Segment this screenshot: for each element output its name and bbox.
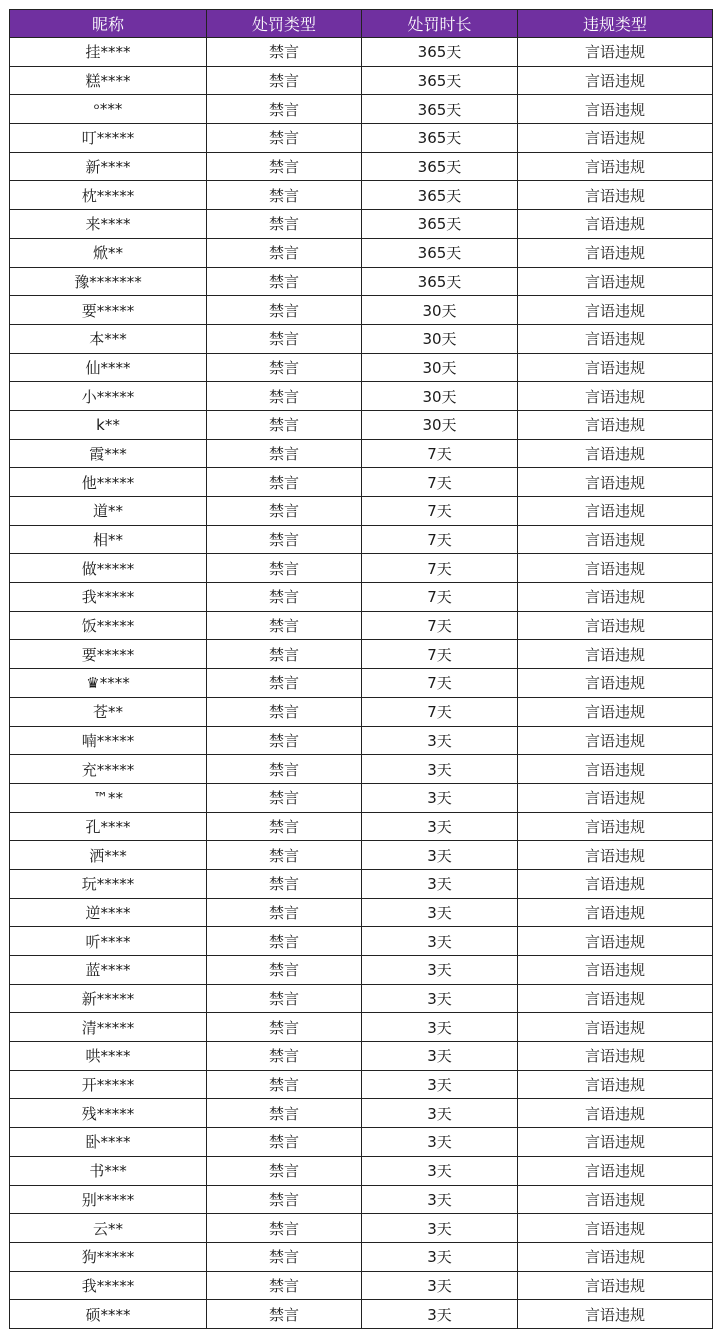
- cell-violation-type: 言语违规: [518, 611, 713, 640]
- cell-nickname: 新*****: [10, 984, 207, 1013]
- table-row: [10, 382, 713, 411]
- cell-nickname: ™**: [10, 783, 207, 812]
- cell-penalty-duration: 3天: [362, 1070, 518, 1099]
- cell-penalty-type: 禁言: [207, 1214, 362, 1243]
- cell-penalty-type: 禁言: [207, 296, 362, 325]
- table-row: [10, 1300, 713, 1329]
- cell-penalty-duration: 7天: [362, 697, 518, 726]
- cell-nickname: ♛****: [10, 669, 207, 698]
- column-header-violation-type: 违规类型: [518, 10, 713, 38]
- cell-penalty-type: 禁言: [207, 669, 362, 698]
- table-row: [10, 583, 713, 612]
- table-row: [10, 927, 713, 956]
- cell-violation-type: 言语违规: [518, 927, 713, 956]
- cell-nickname: 新****: [10, 152, 207, 181]
- cell-penalty-duration: 3天: [362, 1214, 518, 1243]
- cell-penalty-type: 禁言: [207, 324, 362, 353]
- table-row: [10, 152, 713, 181]
- table-row: [10, 956, 713, 985]
- cell-violation-type: 言语违规: [518, 755, 713, 784]
- table-row: [10, 124, 713, 153]
- cell-penalty-type: 禁言: [207, 956, 362, 985]
- cell-penalty-type: 禁言: [207, 1156, 362, 1185]
- cell-nickname: 做*****: [10, 554, 207, 583]
- cell-penalty-duration: 3天: [362, 755, 518, 784]
- table-row: [10, 812, 713, 841]
- cell-penalty-type: 禁言: [207, 1013, 362, 1042]
- cell-penalty-type: 禁言: [207, 1271, 362, 1300]
- cell-nickname: 别*****: [10, 1185, 207, 1214]
- cell-penalty-duration: 7天: [362, 611, 518, 640]
- cell-penalty-duration: 3天: [362, 927, 518, 956]
- table-row: [10, 267, 713, 296]
- cell-penalty-duration: 365天: [362, 267, 518, 296]
- cell-violation-type: 言语违规: [518, 1042, 713, 1071]
- cell-penalty-type: 禁言: [207, 382, 362, 411]
- cell-violation-type: 言语违规: [518, 238, 713, 267]
- cell-violation-type: 言语违规: [518, 1271, 713, 1300]
- cell-nickname: 充*****: [10, 755, 207, 784]
- cell-penalty-type: 禁言: [207, 181, 362, 210]
- cell-penalty-type: 禁言: [207, 554, 362, 583]
- table-row: [10, 238, 713, 267]
- cell-penalty-type: 禁言: [207, 410, 362, 439]
- cell-nickname: 玩*****: [10, 869, 207, 898]
- cell-nickname: 要*****: [10, 296, 207, 325]
- cell-violation-type: 言语违规: [518, 66, 713, 95]
- cell-penalty-type: 禁言: [207, 439, 362, 468]
- cell-nickname: 仙****: [10, 353, 207, 382]
- cell-penalty-duration: 3天: [362, 1300, 518, 1329]
- cell-violation-type: 言语违规: [518, 152, 713, 181]
- cell-violation-type: 言语违规: [518, 267, 713, 296]
- cell-penalty-duration: 30天: [362, 410, 518, 439]
- cell-penalty-duration: 365天: [362, 181, 518, 210]
- cell-nickname: ᵒ***: [10, 95, 207, 124]
- cell-nickname: 来****: [10, 210, 207, 239]
- cell-violation-type: 言语违规: [518, 181, 713, 210]
- cell-penalty-duration: 7天: [362, 669, 518, 698]
- cell-penalty-type: 禁言: [207, 640, 362, 669]
- cell-penalty-duration: 3天: [362, 869, 518, 898]
- cell-violation-type: 言语违规: [518, 554, 713, 583]
- cell-penalty-type: 禁言: [207, 1042, 362, 1071]
- cell-penalty-type: 禁言: [207, 898, 362, 927]
- cell-penalty-duration: 365天: [362, 124, 518, 153]
- cell-penalty-type: 禁言: [207, 1128, 362, 1157]
- cell-violation-type: 言语违规: [518, 841, 713, 870]
- cell-penalty-type: 禁言: [207, 869, 362, 898]
- cell-nickname: 焮**: [10, 238, 207, 267]
- cell-violation-type: 言语违规: [518, 38, 713, 67]
- cell-nickname: 洒***: [10, 841, 207, 870]
- cell-nickname: 书***: [10, 1156, 207, 1185]
- cell-penalty-duration: 365天: [362, 210, 518, 239]
- cell-penalty-duration: 7天: [362, 439, 518, 468]
- cell-penalty-duration: 3天: [362, 812, 518, 841]
- cell-penalty-duration: 365天: [362, 95, 518, 124]
- table-row: [10, 324, 713, 353]
- table-row: [10, 210, 713, 239]
- table-row: [10, 640, 713, 669]
- table-row: [10, 984, 713, 1013]
- table-row: [10, 554, 713, 583]
- cell-violation-type: 言语违规: [518, 497, 713, 526]
- cell-penalty-duration: 7天: [362, 497, 518, 526]
- cell-nickname: 我*****: [10, 583, 207, 612]
- cell-violation-type: 言语违规: [518, 1242, 713, 1271]
- cell-nickname: 饭*****: [10, 611, 207, 640]
- cell-penalty-type: 禁言: [207, 1242, 362, 1271]
- cell-violation-type: 言语违规: [518, 410, 713, 439]
- cell-penalty-duration: 7天: [362, 583, 518, 612]
- table-row: [10, 410, 713, 439]
- cell-violation-type: 言语违规: [518, 439, 713, 468]
- cell-nickname: 相**: [10, 525, 207, 554]
- cell-nickname: 硕****: [10, 1300, 207, 1329]
- cell-penalty-duration: 3天: [362, 1099, 518, 1128]
- cell-penalty-type: 禁言: [207, 1300, 362, 1329]
- cell-penalty-duration: 3天: [362, 1242, 518, 1271]
- table-row: [10, 1128, 713, 1157]
- cell-penalty-duration: 30天: [362, 353, 518, 382]
- cell-violation-type: 言语违规: [518, 296, 713, 325]
- cell-violation-type: 言语违规: [518, 669, 713, 698]
- table-row: [10, 1242, 713, 1271]
- table-row: [10, 439, 713, 468]
- cell-violation-type: 言语违规: [518, 1185, 713, 1214]
- cell-nickname: 开*****: [10, 1070, 207, 1099]
- cell-violation-type: 言语违规: [518, 783, 713, 812]
- penalty-table: [9, 9, 713, 1329]
- cell-nickname: 本***: [10, 324, 207, 353]
- cell-penalty-type: 禁言: [207, 38, 362, 67]
- cell-penalty-duration: 3天: [362, 898, 518, 927]
- table-row: [10, 783, 713, 812]
- cell-penalty-duration: 7天: [362, 640, 518, 669]
- cell-violation-type: 言语违规: [518, 1156, 713, 1185]
- cell-penalty-type: 禁言: [207, 124, 362, 153]
- table-header: [10, 10, 713, 38]
- table-row: [10, 1042, 713, 1071]
- cell-penalty-type: 禁言: [207, 1099, 362, 1128]
- column-header-penalty-type: 处罚类型: [207, 10, 362, 38]
- cell-violation-type: 言语违规: [518, 382, 713, 411]
- cell-penalty-type: 禁言: [207, 841, 362, 870]
- cell-nickname: 糕****: [10, 66, 207, 95]
- cell-nickname: 要*****: [10, 640, 207, 669]
- table-row: [10, 1185, 713, 1214]
- cell-penalty-duration: 3天: [362, 726, 518, 755]
- cell-nickname: 挂****: [10, 38, 207, 67]
- cell-penalty-duration: 3天: [362, 1156, 518, 1185]
- cell-violation-type: 言语违规: [518, 525, 713, 554]
- cell-penalty-duration: 30天: [362, 296, 518, 325]
- cell-nickname: 蓝****: [10, 956, 207, 985]
- cell-penalty-duration: 7天: [362, 525, 518, 554]
- cell-nickname: 我*****: [10, 1271, 207, 1300]
- cell-penalty-type: 禁言: [207, 1185, 362, 1214]
- cell-penalty-duration: 365天: [362, 238, 518, 267]
- cell-violation-type: 言语违规: [518, 95, 713, 124]
- cell-violation-type: 言语违规: [518, 353, 713, 382]
- table-row: [10, 181, 713, 210]
- cell-penalty-type: 禁言: [207, 726, 362, 755]
- cell-nickname: 狗*****: [10, 1242, 207, 1271]
- cell-violation-type: 言语违规: [518, 1070, 713, 1099]
- cell-penalty-type: 禁言: [207, 66, 362, 95]
- cell-nickname: 他*****: [10, 468, 207, 497]
- cell-violation-type: 言语违规: [518, 869, 713, 898]
- table-row: [10, 669, 713, 698]
- table-row: [10, 95, 713, 124]
- cell-penalty-duration: 3天: [362, 984, 518, 1013]
- cell-penalty-type: 禁言: [207, 1070, 362, 1099]
- cell-penalty-type: 禁言: [207, 238, 362, 267]
- table-row: [10, 1070, 713, 1099]
- cell-violation-type: 言语违规: [518, 124, 713, 153]
- cell-penalty-duration: 3天: [362, 1128, 518, 1157]
- cell-violation-type: 言语违规: [518, 640, 713, 669]
- table-row: [10, 869, 713, 898]
- column-header-penalty-duration: 处罚时长: [362, 10, 518, 38]
- cell-violation-type: 言语违规: [518, 1128, 713, 1157]
- cell-penalty-type: 禁言: [207, 525, 362, 554]
- cell-nickname: 苍**: [10, 697, 207, 726]
- cell-violation-type: 言语违规: [518, 1099, 713, 1128]
- cell-penalty-type: 禁言: [207, 927, 362, 956]
- cell-penalty-type: 禁言: [207, 497, 362, 526]
- table-row: [10, 697, 713, 726]
- cell-penalty-type: 禁言: [207, 95, 362, 124]
- cell-penalty-type: 禁言: [207, 353, 362, 382]
- table-row: [10, 755, 713, 784]
- table-row: [10, 353, 713, 382]
- cell-penalty-duration: 3天: [362, 1271, 518, 1300]
- cell-nickname: 清*****: [10, 1013, 207, 1042]
- cell-nickname: 叮*****: [10, 124, 207, 153]
- cell-penalty-type: 禁言: [207, 755, 362, 784]
- cell-violation-type: 言语违规: [518, 1013, 713, 1042]
- cell-violation-type: 言语违规: [518, 812, 713, 841]
- table-row: [10, 1099, 713, 1128]
- table-body: [10, 38, 713, 1329]
- table-row: [10, 468, 713, 497]
- table-row: [10, 38, 713, 67]
- cell-violation-type: 言语违规: [518, 984, 713, 1013]
- cell-nickname: k**: [10, 410, 207, 439]
- cell-nickname: 豫*******: [10, 267, 207, 296]
- cell-nickname: 卧****: [10, 1128, 207, 1157]
- cell-violation-type: 言语违规: [518, 468, 713, 497]
- table-row: [10, 525, 713, 554]
- cell-nickname: 霞***: [10, 439, 207, 468]
- cell-nickname: 逆****: [10, 898, 207, 927]
- cell-nickname: 孔****: [10, 812, 207, 841]
- cell-penalty-duration: 3天: [362, 956, 518, 985]
- table-row: [10, 296, 713, 325]
- cell-violation-type: 言语违规: [518, 210, 713, 239]
- cell-nickname: 云**: [10, 1214, 207, 1243]
- table-row: [10, 1013, 713, 1042]
- cell-violation-type: 言语违规: [518, 1214, 713, 1243]
- table-row: [10, 898, 713, 927]
- cell-nickname: 道**: [10, 497, 207, 526]
- header-row: [10, 10, 713, 38]
- cell-penalty-type: 禁言: [207, 812, 362, 841]
- cell-penalty-type: 禁言: [207, 468, 362, 497]
- cell-penalty-duration: 30天: [362, 382, 518, 411]
- cell-penalty-duration: 365天: [362, 38, 518, 67]
- cell-violation-type: 言语违规: [518, 956, 713, 985]
- table-row: [10, 1214, 713, 1243]
- cell-violation-type: 言语违规: [518, 324, 713, 353]
- cell-penalty-type: 禁言: [207, 984, 362, 1013]
- cell-penalty-type: 禁言: [207, 611, 362, 640]
- cell-penalty-duration: 365天: [362, 152, 518, 181]
- cell-penalty-duration: 7天: [362, 554, 518, 583]
- cell-penalty-type: 禁言: [207, 697, 362, 726]
- cell-violation-type: 言语违规: [518, 697, 713, 726]
- cell-penalty-duration: 3天: [362, 1185, 518, 1214]
- cell-penalty-duration: 365天: [362, 66, 518, 95]
- table-row: [10, 497, 713, 526]
- cell-nickname: 哄****: [10, 1042, 207, 1071]
- table-row: [10, 841, 713, 870]
- cell-nickname: 听****: [10, 927, 207, 956]
- table-row: [10, 66, 713, 95]
- cell-violation-type: 言语违规: [518, 898, 713, 927]
- cell-penalty-duration: 3天: [362, 1013, 518, 1042]
- table-row: [10, 726, 713, 755]
- cell-violation-type: 言语违规: [518, 583, 713, 612]
- cell-nickname: 残*****: [10, 1099, 207, 1128]
- cell-penalty-type: 禁言: [207, 267, 362, 296]
- cell-penalty-type: 禁言: [207, 583, 362, 612]
- cell-violation-type: 言语违规: [518, 726, 713, 755]
- cell-penalty-duration: 3天: [362, 783, 518, 812]
- table-row: [10, 1271, 713, 1300]
- cell-penalty-duration: 3天: [362, 1042, 518, 1071]
- cell-penalty-type: 禁言: [207, 783, 362, 812]
- cell-violation-type: 言语违规: [518, 1300, 713, 1329]
- table-row: [10, 1156, 713, 1185]
- cell-nickname: 喃*****: [10, 726, 207, 755]
- cell-penalty-duration: 3天: [362, 841, 518, 870]
- column-header-nickname: 昵称: [10, 10, 207, 38]
- cell-penalty-duration: 7天: [362, 468, 518, 497]
- cell-nickname: 小*****: [10, 382, 207, 411]
- table-row: [10, 611, 713, 640]
- cell-penalty-duration: 30天: [362, 324, 518, 353]
- cell-penalty-type: 禁言: [207, 152, 362, 181]
- cell-nickname: 枕*****: [10, 181, 207, 210]
- cell-penalty-type: 禁言: [207, 210, 362, 239]
